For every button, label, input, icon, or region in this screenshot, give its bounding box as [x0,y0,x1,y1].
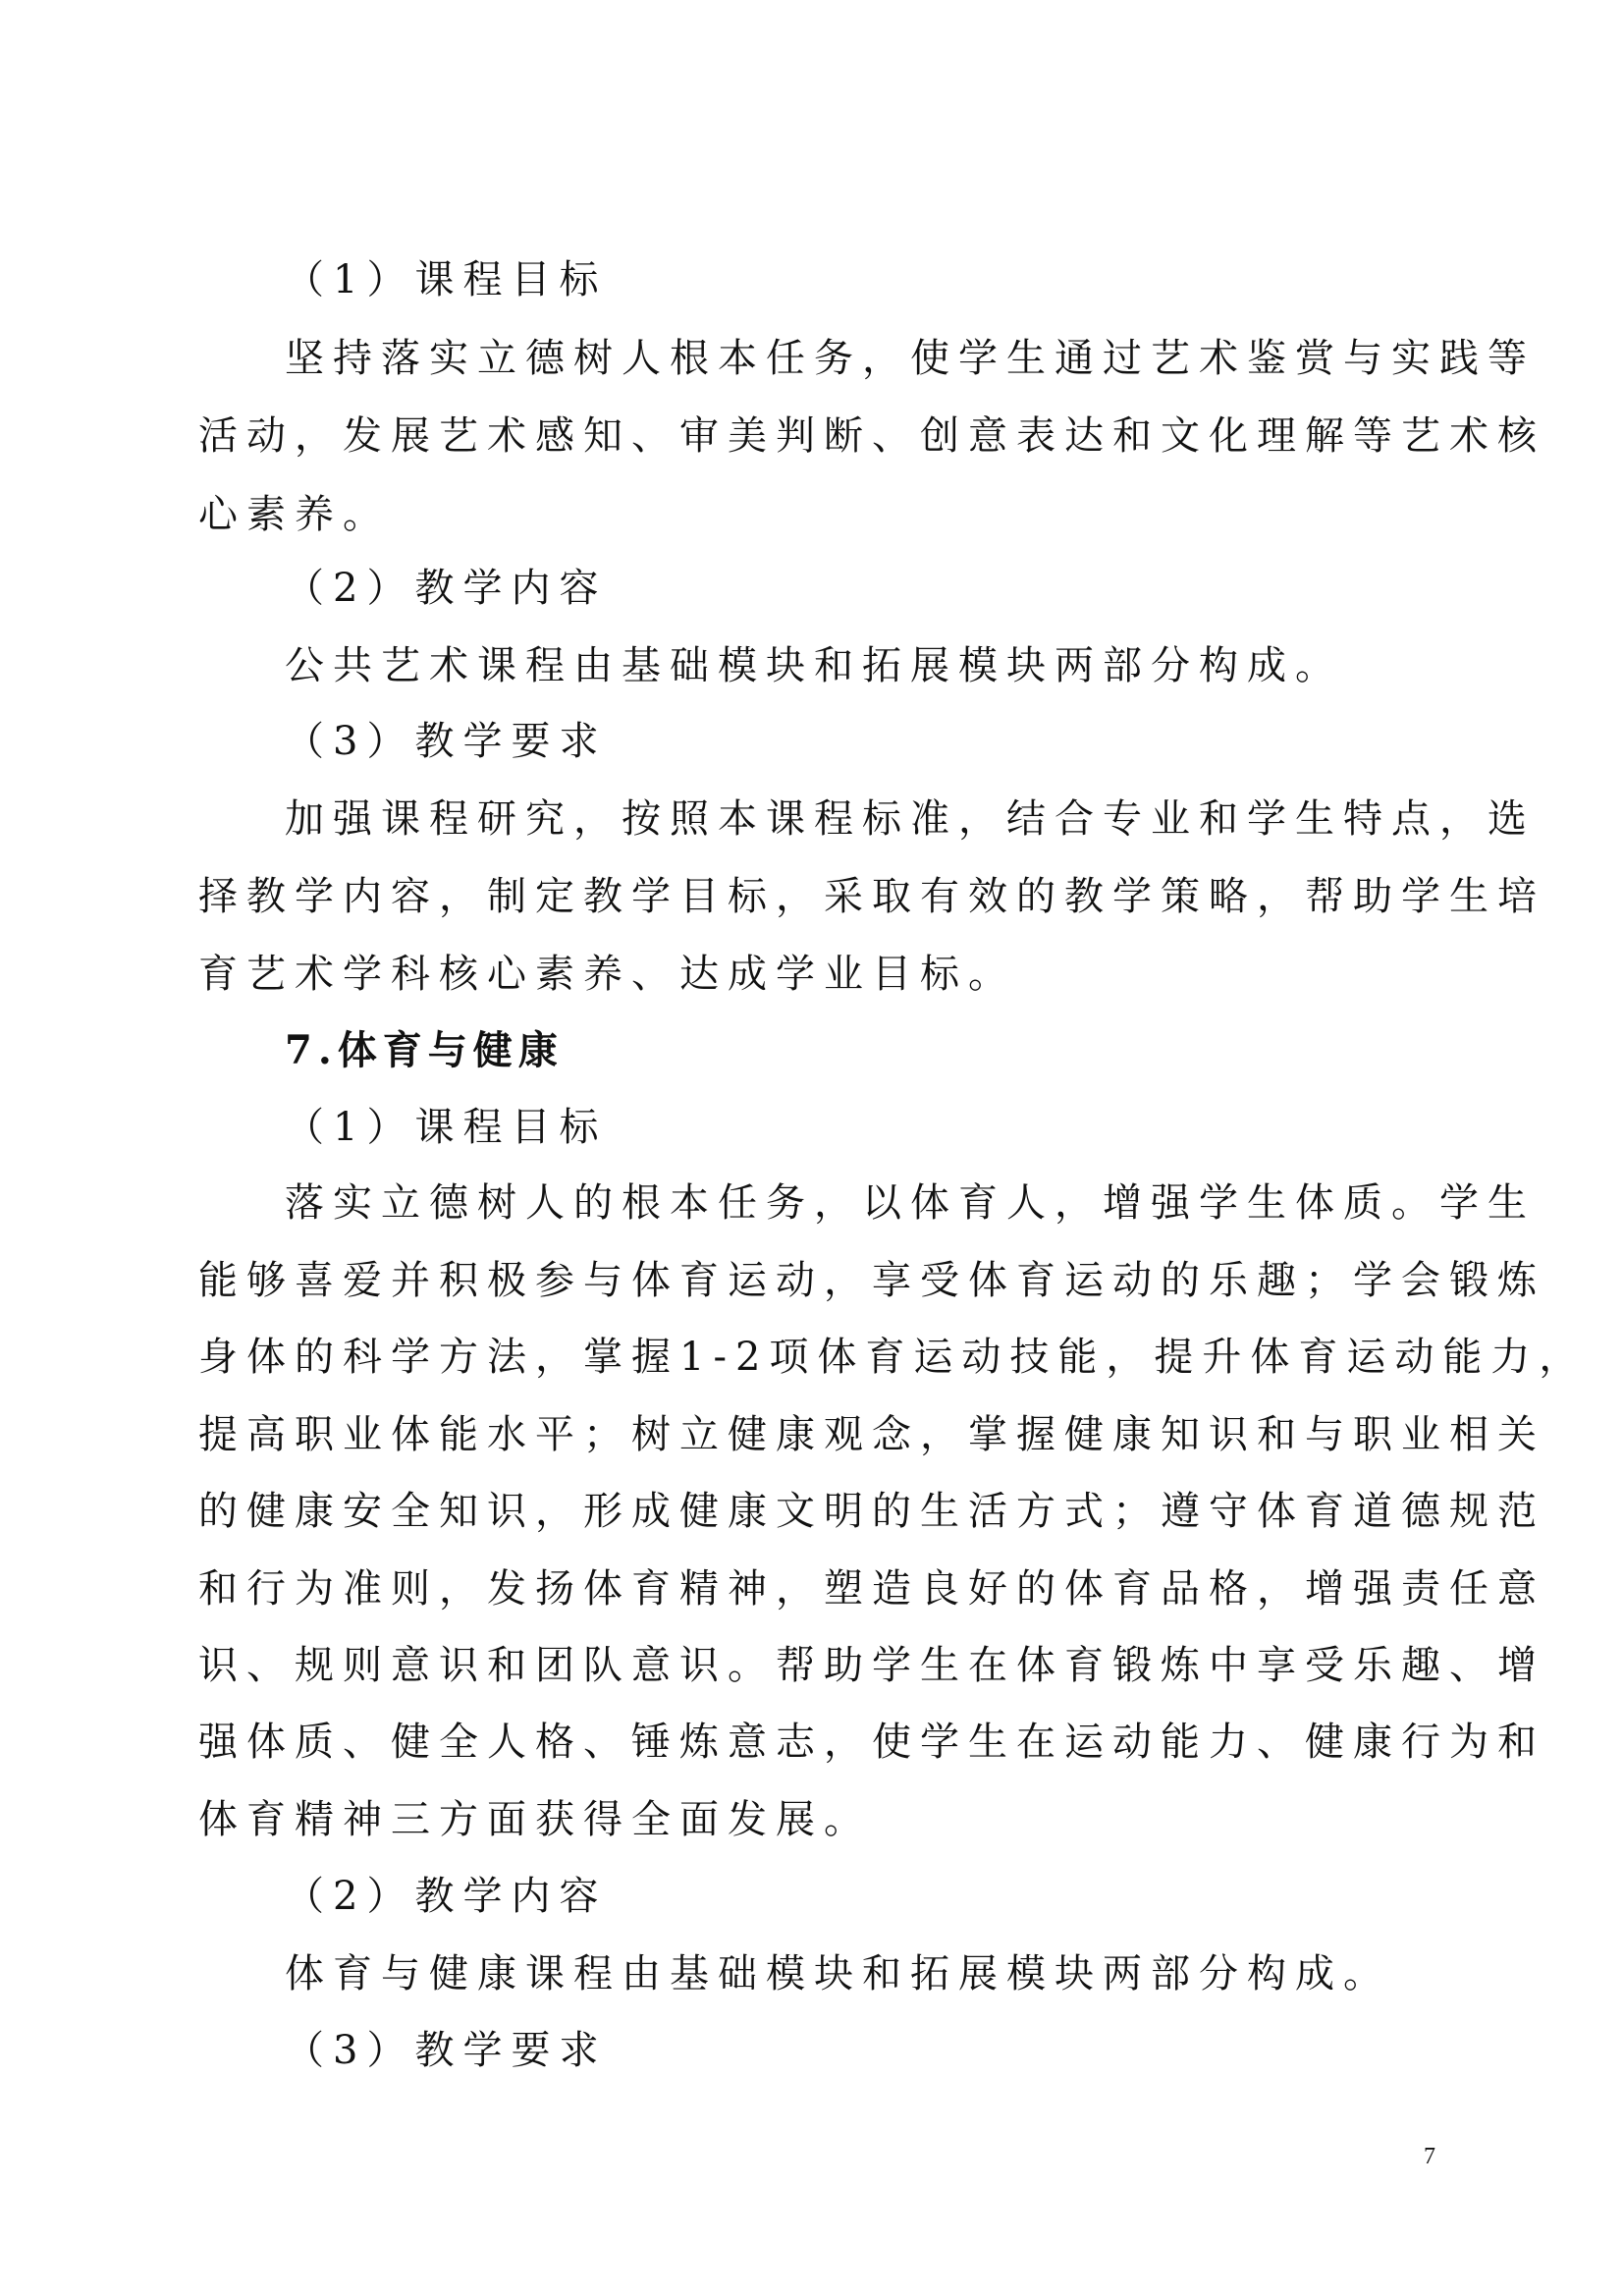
art-content-heading: （2）教学内容 [285,566,608,611]
pe-content-line: 体育与健康课程由基础模块和拓展模块两部分构成。 [285,1951,1391,1996]
pe-goal-line-5: 的健康安全知识，形成健康文明的生活方式；遵守体育道德规范 [198,1489,1545,1534]
pe-goal-line-1: 落实立德树人的根本任务，以体育人，增强学生体质。学生 [285,1180,1536,1226]
art-req-line-2: 择教学内容，制定教学目标，采取有效的教学策略，帮助学生培 [198,874,1545,919]
art-goal-line-1: 坚持落实立德树人根本任务，使学生通过艺术鉴赏与实践等 [285,336,1536,381]
pe-goal-line-9: 体育精神三方面获得全面发展。 [198,1797,872,1842]
art-req-line-1: 加强课程研究，按照本课程标准，结合专业和学生特点，选 [285,796,1536,842]
page-number: 7 [1424,2144,1435,2169]
art-goal-line-2: 活动，发展艺术感知、审美判断、创意表达和文化理解等艺术核 [198,413,1545,459]
pe-section-title: 7.体育与健康 [285,1027,564,1073]
pe-goal-line-8: 强体质、健全人格、锤炼意志，使学生在运动能力、健康行为和 [198,1720,1545,1765]
pe-req-heading: （3）教学要求 [285,2028,608,2073]
pe-goal-line-6: 和行为准则，发扬体育精神，塑造良好的体育品格，增强责任意 [198,1566,1545,1612]
art-goal-line-3: 心素养。 [198,492,391,537]
art-req-line-3: 育艺术学科核心素养、达成学业目标。 [198,952,1016,997]
art-content-line: 公共艺术课程由基础模块和拓展模块两部分构成。 [285,643,1343,688]
pe-goal-heading: （1）课程目标 [285,1105,608,1150]
art-goal-heading: （1）课程目标 [285,257,608,302]
pe-goal-line-2: 能够喜爱并积极参与体育运动，享受体育运动的乐趣；学会锻炼 [198,1258,1545,1303]
pe-goal-line-3: 身体的科学方法，掌握1-2项体育运动技能，提升体育运动能力， [198,1335,1588,1380]
pe-content-heading: （2）教学内容 [285,1874,608,1919]
art-req-heading: （3）教学要求 [285,719,608,764]
pe-goal-line-4: 提高职业体能水平；树立健康观念，掌握健康知识和与职业相关 [198,1412,1545,1457]
pe-goal-line-7: 识、规则意识和团队意识。帮助学生在体育锻炼中享受乐趣、增 [198,1643,1545,1688]
